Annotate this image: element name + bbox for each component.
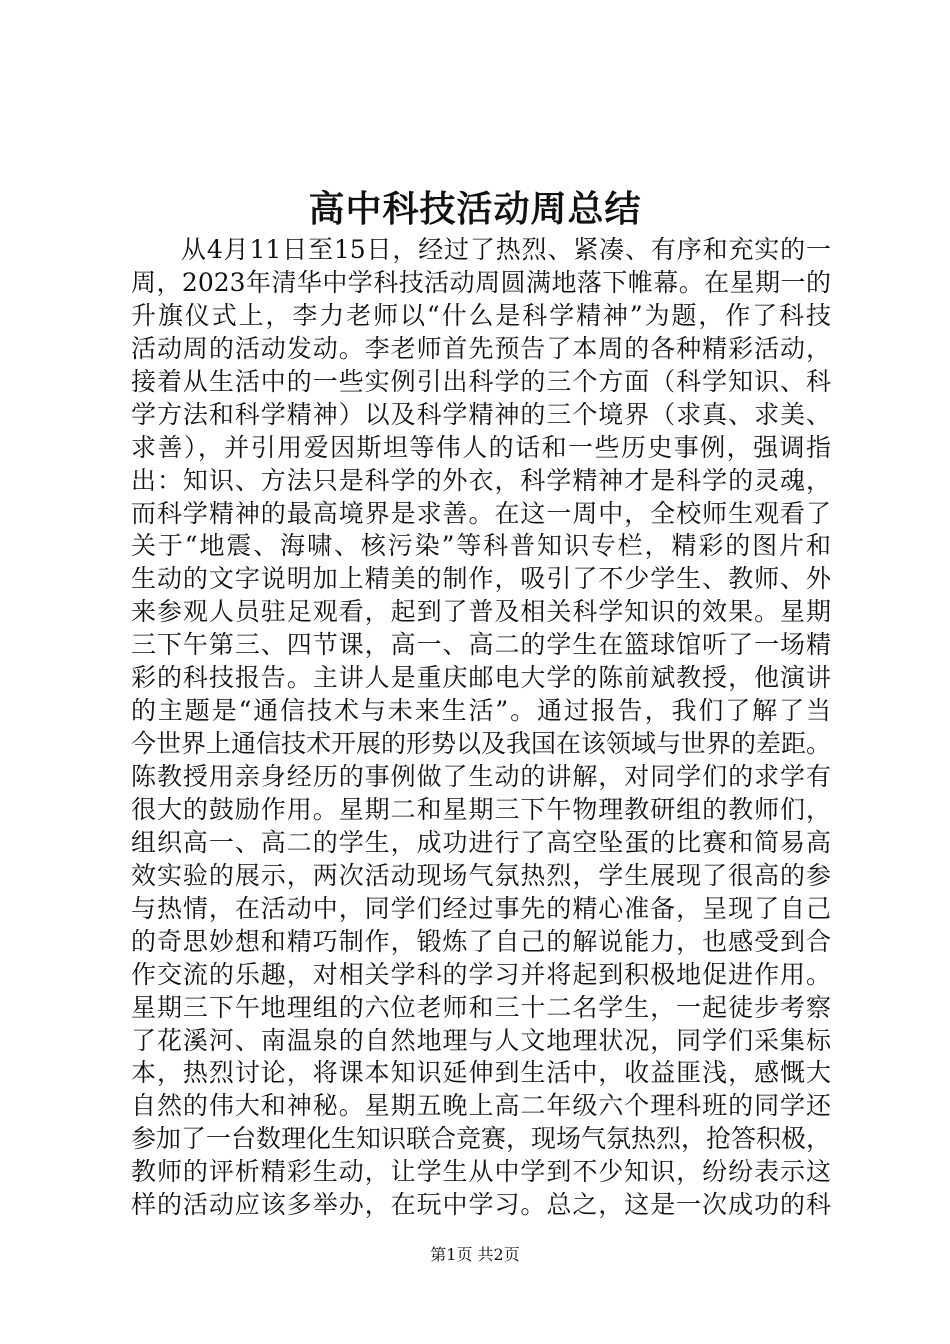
text-line: 了花溪河、南温泉的自然地理与人文地理状况，同学们采集标: [131, 1025, 831, 1055]
text-line: 本，热烈讨论，将课本知识延伸到生活中，收益匪浅，感慨大: [131, 1058, 831, 1088]
text-line: 陈教授用亲身经历的事例做了生动的讲解，对同学们的求学有: [131, 762, 831, 791]
text-line: 从4月11日至15日，经过了热烈、紧凑、有序和充实的一: [181, 235, 831, 264]
text-line: 作交流的乐趣，对相关学科的学习并将起到积极地促进作用。: [131, 959, 831, 989]
text-line: 三下午第三、四节课，高一、高二的学生在篮球馆听了一场精: [131, 630, 831, 660]
text-line: 求善），并引用爱因斯坦等伟人的话和一些历史事例，强调指: [131, 432, 831, 462]
text-line: 活动周的活动发动。李老师首先预告了本周的各种精彩活动，: [131, 333, 831, 363]
body-paragraph: [131, 234, 831, 1222]
text-line: 星期三下午地理组的六位老师和三十二名学生，一起徒步考察: [131, 992, 831, 1022]
text-line: 的主题是“通信技术与未来生活”。通过报告，我们了解了当: [131, 696, 831, 726]
text-line: 教师的评析精彩生动，让学生从中学到不少知识，纷纷表示这: [131, 1157, 831, 1187]
text-line: 组织高一、高二的学生，成功进行了高空坠蛋的比赛和简易高: [131, 827, 831, 857]
text-line: 效实验的展示，两次活动现场气氛热烈，学生展现了很高的参: [131, 860, 831, 890]
text-line: 今世界上通信技术开展的形势以及我国在该领域与世界的差距。: [131, 729, 832, 759]
text-line: 的奇思妙想和精巧制作，锻炼了自己的解说能力，也感受到合: [131, 926, 831, 956]
text-line: 关于“地震、海啸、核污染”等科普知识专栏，精彩的图片和: [131, 531, 831, 561]
document-title: 高中科技活动周总结: [308, 188, 642, 230]
page-footer: 第1页 共2页: [430, 1245, 520, 1264]
text-line: 升旗仪式上，李力老师以“什么是科学精神”为题，作了科技: [131, 300, 831, 330]
text-line: 接着从生活中的一些实例引出科学的三个方面（科学知识、科: [131, 366, 831, 396]
text-line: 学方法和科学精神）以及科学精神的三个境界（求真、求美、: [131, 399, 831, 429]
text-line: 参加了一台数理化生知识联合竞赛，现场气氛热烈，抢答积极，: [131, 1124, 832, 1154]
text-line: 自然的伟大和神秘。星期五晚上高二年级六个理科班的同学还: [131, 1091, 831, 1121]
text-line: 而科学精神的最高境界是求善。在这一周中，全校师生观看了: [131, 498, 831, 528]
text-line: 彩的科技报告。主讲人是重庆邮电大学的陈前斌教授，他演讲: [131, 663, 831, 693]
text-line: 周，2023年清华中学科技活动周圆满地落下帷幕。在星期一的: [131, 267, 831, 297]
text-line: 出：知识、方法只是科学的外衣，科学精神才是科学的灵魂，: [131, 465, 831, 495]
text-line: 样的活动应该多举办，在玩中学习。总之，这是一次成功的科: [131, 1190, 831, 1220]
text-line: 与热情，在活动中，同学们经过事先的精心准备，呈现了自己: [131, 893, 831, 923]
text-line: 来参观人员驻足观看，起到了普及相关科学知识的效果。星期: [131, 597, 831, 627]
text-line: 很大的鼓励作用。星期二和星期三下午物理教研组的教师们，: [131, 794, 831, 824]
text-line: 生动的文字说明加上精美的制作，吸引了不少学生、教师、外: [131, 564, 831, 594]
